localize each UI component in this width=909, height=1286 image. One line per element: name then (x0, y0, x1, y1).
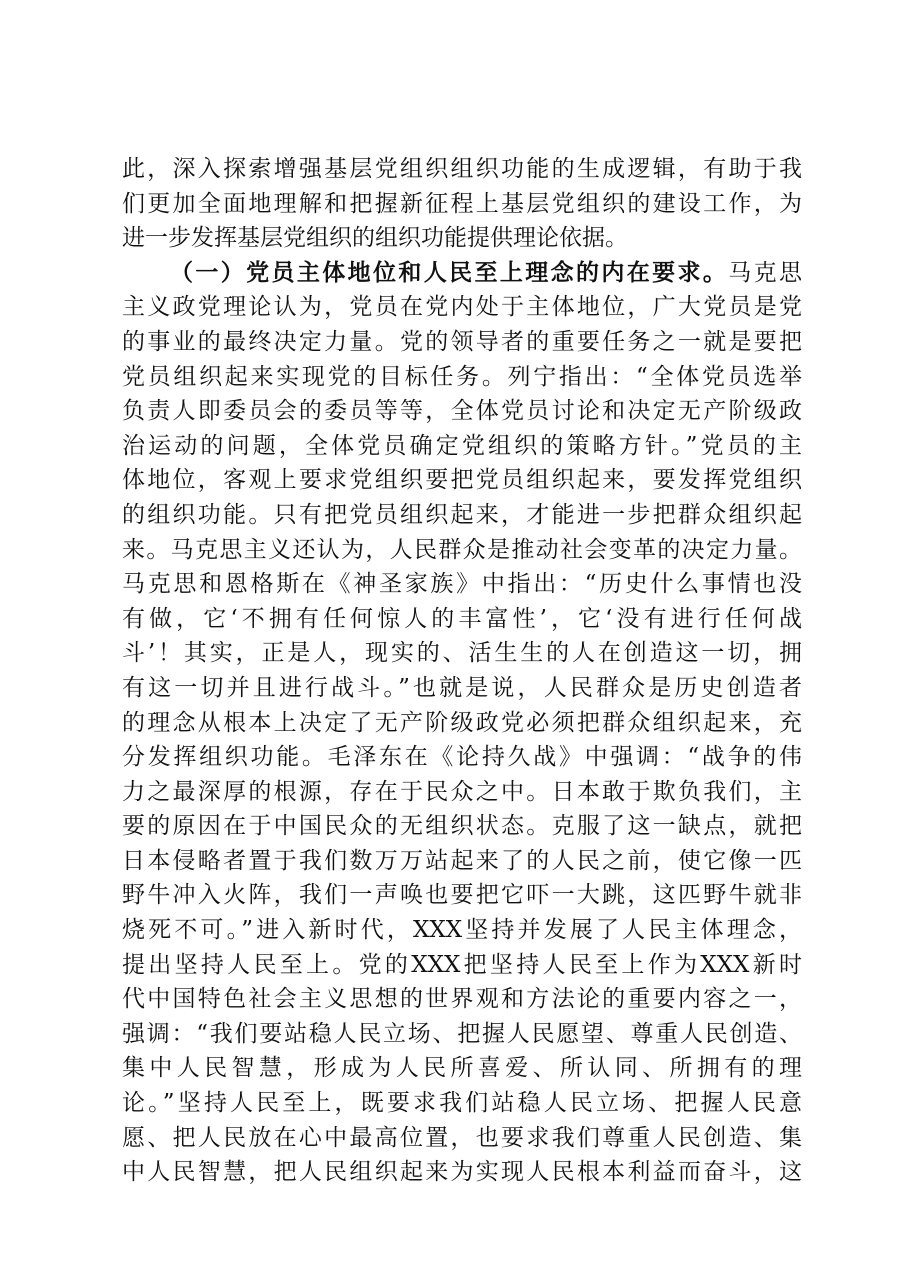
text-line: 治运动的问题，全体党员确定党组织的策略方针。”党员的主 (122, 432, 802, 459)
text-line: 力之最深厚的根源，存在于民众之中。日本敢于欺负我们，主 (122, 778, 802, 805)
text-line: 集中人民智慧，形成为人民所喜爱、所认同、所拥有的理 (122, 1055, 802, 1082)
text-line: 分发挥组织功能。毛泽东在《论持久战》中强调：“战争的伟 (122, 744, 802, 771)
text-line: 来。马克思主义还认为，人民群众是推动社会变革的决定力量。 (122, 536, 802, 563)
text-line: 烧死不可。”进入新时代，XXX坚持并发展了人民主体理念， (122, 917, 802, 944)
section-heading: （一）党员主体地位和人民至上理念的内在要求。 (170, 258, 729, 286)
document-body (122, 152, 802, 1190)
text-line: 主义政党理论认为，党员在党内处于主体地位，广大党员是党 (122, 294, 802, 321)
text-line: 的理念从根本上决定了无产阶级政党必须把群众组织起来，充 (122, 709, 802, 736)
text-line: 要的原因在于中国民众的无组织状态。克服了这一缺点，就把 (122, 813, 802, 840)
text-line: 有这一切并且进行战斗。”也就是说，人民群众是历史创造者 (122, 674, 802, 701)
text-line: 有做，它‘不拥有任何惊人的丰富性’，它‘没有进行任何战 (122, 605, 802, 632)
text-line: 斗’！其实，正是人，现实的、活生生的人在创造这一切，拥 (122, 640, 802, 667)
text-line: 们更加全面地理解和把握新征程上基层党组织的建设工作，为 (122, 190, 802, 217)
text-line: 党员组织起来实现党的目标任务。列宁指出：“全体党员选举 (122, 363, 802, 390)
text-line: 强调：“我们要站稳人民立场、把握人民愿望、尊重人民创造、 (122, 1020, 802, 1047)
text-line: 进一步发挥基层党组织的组织功能提供理论依据。 (122, 225, 628, 252)
text-line: 中人民智慧，把人民组织起来为实现人民根本利益而奋斗，这 (122, 1159, 802, 1186)
text-line: 愿、把人民放在心中最高位置，也要求我们尊重人民创造、集 (122, 1124, 802, 1151)
text-line: 提出坚持人民至上。党的XXX把坚持人民至上作为XXX新时 (122, 951, 802, 978)
text-line: 野牛冲入火阵，我们一声唤也要把它吓一大跳，这匹野牛就非 (122, 882, 802, 909)
text-line: 此，深入探索增强基层党组织组织功能的生成逻辑，有助于我 (122, 156, 802, 182)
text-fragment: 马克思 (728, 259, 802, 286)
text-line: 负责人即委员会的委员等等，全体党员讨论和决定无产阶级政 (122, 398, 802, 425)
section-first-line (122, 256, 802, 291)
text-line: 马克思和恩格斯在《神圣家族》中指出：“历史什么事情也没 (122, 571, 802, 598)
text-line: 代中国特色社会主义思想的世界观和方法论的重要内容之一， (122, 986, 802, 1013)
text-line: 的组织功能。只有把党员组织起来，才能进一步把群众组织起 (122, 501, 802, 528)
text-line: 体地位，客观上要求党组织要把党员组织起来，要发挥党组织 (122, 467, 802, 494)
text-line: 的事业的最终决定力量。党的领导者的重要任务之一就是要把 (122, 328, 802, 355)
text-line: 论。”坚持人民至上，既要求我们站稳人民立场、把握人民意 (122, 1090, 802, 1117)
text-line: 日本侵略者置于我们数万万站起来了的人民之前，使它像一匹 (122, 847, 802, 874)
